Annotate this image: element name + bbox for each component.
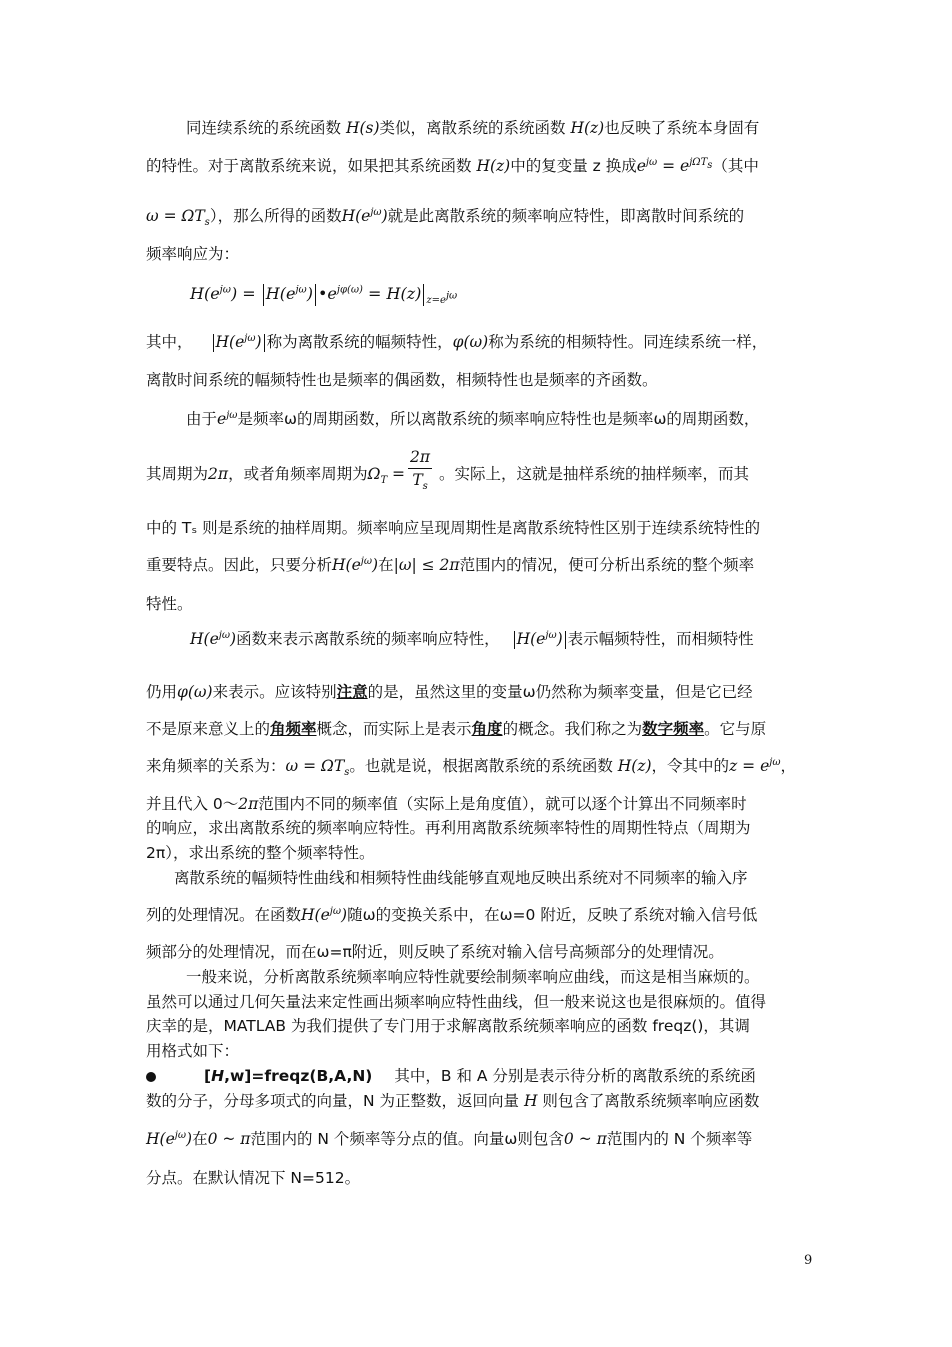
bullet-line1 [146,1066,811,1086]
text: 就是此离散系统的频率响应特性，即离散时间系统的 [387,207,745,225]
text: 列的处理情况。在函数 [146,906,302,924]
p5-line1 [174,868,811,888]
text: 函数来表示离散系统的频率响应特性， [236,630,500,648]
p3-line4 [146,555,811,575]
text: 中的 Tₛ 则是系统的抽样周期。频率响应呈现周期性是离散系统特性区别于连续系统特性的 [146,519,761,537]
text: 数的分子，分母多项式的向量，N 为正整数，返回向量 [146,1092,524,1110]
math-e-jw: $e^{j\omega}$ [217,409,238,428]
page-number: 9 [804,1253,813,1268]
p4-line6 [146,818,811,838]
math-Hz: H(z) [617,757,652,775]
text: 其中，B 和 A 分别是表示待分析的离散系统的系统函 [394,1067,756,1085]
text: 范围内的 N 个频率等 [606,1130,753,1148]
text: 的是，虽然这里的变量ω仍然称为频率变量，但是它已经 [367,683,753,701]
math-2pi: 2π [208,465,229,483]
bullet-line2 [146,1091,811,1111]
math-H-ejw: $H(e^{j\omega})$ [301,905,348,924]
p6-line3 [146,1016,811,1036]
p4-line3 [146,719,811,739]
text: 其中， [146,333,193,351]
text: 2π），求出系统的整个频率特性。 [146,844,375,862]
math-Hz: H(z) [476,157,511,175]
math-H-ejw: $H(e^{j\omega})$ [146,1129,193,1148]
math-e-jw-eq: $e^{j\omega} = e^{j\Omega T_s}$ [636,156,713,175]
text: 来表示。应该特别 [212,683,337,701]
text: 随ω的变换关系中，在ω=0 附近，反映了系统对输入信号低 [347,906,758,924]
text: 则包含了离散系统频率响应函数 [537,1092,760,1110]
fraction: $\frac{2\pi}{T_s}$ [410,448,431,493]
math-Hs: H(s) [345,119,380,137]
math-phi: φ(ω) [177,683,213,701]
text: 一般来说，分析离散系统频率响应特性就要绘制频率响应曲线，而这是相当麻烦的。 [186,968,760,986]
bullet-line4 [146,1168,811,1188]
text: 离散系统的幅频特性曲线和相频特性曲线能够直观地反映出系统对不同频率的输入序 [174,869,748,887]
text: 由于 [186,410,218,428]
math-abs-H: $H(e^{j\omega})$ [512,630,568,648]
p5-line2 [146,905,811,925]
text: ， [780,757,797,775]
math-0-pi: 0 ~ π [563,1130,607,1148]
math-H-ejw: $H(e^{j\omega})$ [341,206,388,225]
p6-line1 [186,967,811,987]
text: 。它与原 [704,720,767,738]
text: 范围内的 N 个频率等分点的值。向量ω则包含 [250,1130,564,1148]
text: 在 [192,1130,208,1148]
text: 的响应，求出离散系统的频率响应特性。再利用离散系统频率特性的周期性特点（周期为 [146,819,751,837]
text: 称为系统的相频特性。同连续系统一样， [488,333,768,351]
p4-line4 [146,756,811,779]
text: 不是原来意义上的 [146,720,271,738]
p5-line3 [146,942,811,962]
text: 范围内的情况，便可分析出系统的整个频率 [459,556,755,574]
text: 概念，而实际上是表示 [316,720,472,738]
text: （其中 [712,157,759,175]
math-H-ejw: $H(e^{j\omega})$ [332,555,379,574]
text: 离散时间系统的幅频特性也是频率的偶函数，相频特性也是频率的齐函数。 [146,371,658,389]
math-abs-H: $H(e^{j\omega})$ [211,333,267,351]
text: 表示幅频特性，而相频特性 [567,630,754,648]
text: 中的复变量 z 换成 [510,157,637,175]
math-phi: φ(ω) [452,333,489,351]
text: 。实际上，这就是抽样系统的抽样频率，而其 [439,465,750,483]
p3-line2 [146,448,811,493]
text: 是频率ω的周期函数，所以离散系统的频率响应特性也是频率ω的周期函数， [237,410,760,428]
text: 并且代入 0～ [146,795,239,813]
p4-line1 [190,629,811,649]
text: 频部分的处理情况，而在ω=π附近，则反映了系统对输入信号高频部分的处理情况。 [146,943,724,961]
text: 同连续系统的系统函数 [186,119,346,137]
text: 其周期为 [146,465,209,483]
p4-line2 [146,682,811,702]
text: 仍用 [146,683,178,701]
p4-line5 [146,794,811,814]
code-freqz: [H,w]=freqz(B,A,N) [204,1067,373,1085]
math-0-pi: 0 ~ π [207,1130,251,1148]
math-omega-def: $\omega = \Omega T_s$ [146,207,210,229]
math-Hz: H(z) [570,119,605,137]
text: 特性。 [146,595,193,613]
p3-line5 [146,594,811,614]
text: 虽然可以通过几何矢量法来定性画出频率响应特性曲线，但一般来说这也是很麻烦的。值得 [146,993,767,1011]
math-z-eq: $z = e^{j\omega}$ [729,756,781,775]
text: 用格式如下： [146,1042,240,1060]
text: 范围内不同的频率值（实际上是角度值），就可以逐个计算出不同频率时 [258,795,747,813]
text: 的特性。对于离散系统来说，如果把其系统函数 [146,157,477,175]
text: 重要特点。因此，只要分析 [146,556,333,574]
p4-line7 [146,843,811,863]
p1-line1 [186,118,811,138]
p1-line2 [146,156,811,176]
text: 庆幸的是，MATLAB 为我们提供了专门用于求解离散系统频率响应的函数 freqz()，其调 [146,1017,750,1035]
text: 在 [378,556,394,574]
bullet-icon [146,1072,156,1082]
text: ，令其中的 [651,757,730,775]
text: 频率响应为： [146,245,240,263]
text: 的概念。我们称之为 [502,720,643,738]
text: 类似，离散系统的系统函数 [379,119,571,137]
p1-line3 [146,206,811,229]
math-omega-def: $\omega = \Omega T_s$ [285,757,350,779]
text: ），那么所得的函数 [209,207,342,225]
p2-line1 [146,332,811,352]
text: 。也就是说，根据离散系统的系统函数 [349,757,618,775]
math-H-ejw: $H(e^{j\omega})$ [190,629,237,648]
bullet-line3 [146,1129,811,1149]
emphasis-angular-frequency: 角频率 [270,720,317,738]
text: 分点。在默认情况下 N=512。 [146,1169,361,1187]
emphasis-digital-frequency: 数字频率 [642,720,705,738]
p3-line1 [186,409,811,429]
math-OmegaT: $\Omega_T$ = [367,465,406,487]
p2-line2 [146,370,811,390]
p3-line3 [146,518,811,538]
math-H: H [523,1092,538,1110]
text: 也反映了系统本身固有 [604,119,760,137]
emphasis-angle: 角度 [471,720,503,738]
p6-line4 [146,1041,811,1061]
math-2pi: 2π [238,795,259,813]
text: 称为离散系统的幅频特性， [266,333,453,351]
p6-line2 [146,992,811,1012]
text: 来角频率的关系为： [146,757,286,775]
emphasis-note: 注意 [336,683,368,701]
math-abs-w: |ω| ≤ 2π [393,556,460,574]
p1-line4 [146,244,811,264]
display-equation: $H(e^{j\omega}) = H(e^{j\omega})$ $•e^{j\varphi(\omega)} = H(z)$ $_{z=e^{j\omega}}$ [190,284,458,307]
text: ，或者角频率周期为 [228,465,368,483]
